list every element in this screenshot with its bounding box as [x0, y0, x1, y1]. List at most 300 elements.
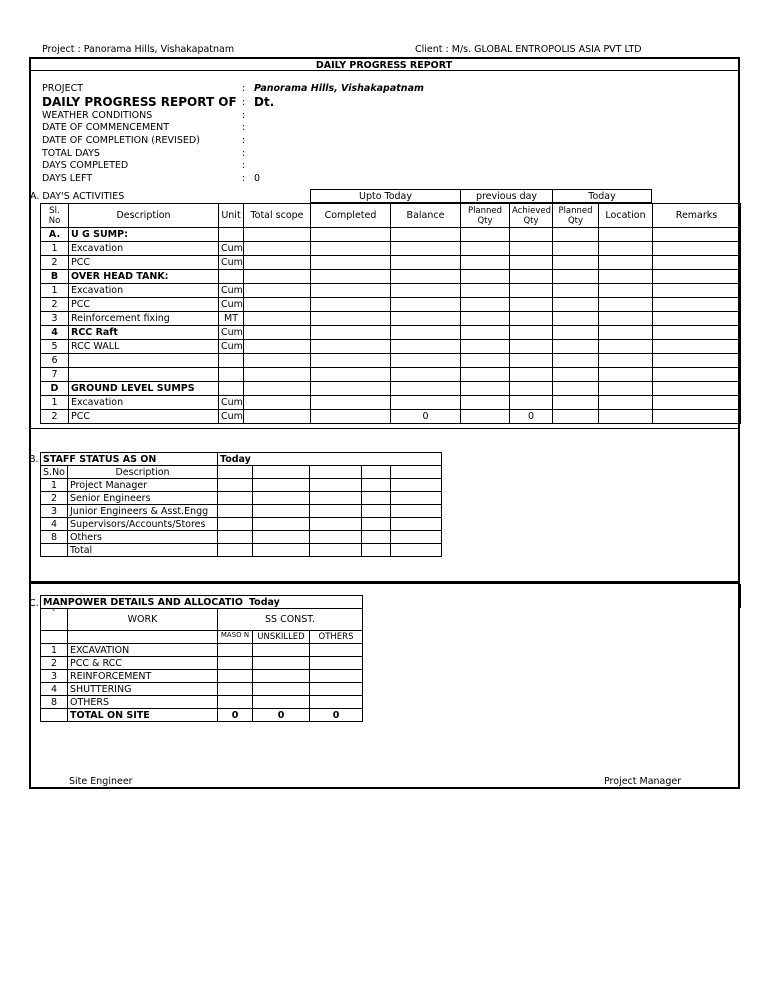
col-unit: Unit [219, 204, 244, 228]
activity-remarks [653, 396, 741, 410]
activity-remarks [653, 382, 741, 396]
activity-row [41, 298, 741, 312]
staff-row [41, 505, 442, 518]
activity-balance [391, 312, 461, 326]
info-sep: : [242, 160, 246, 171]
manpower-work-item: PCC & RCC [68, 657, 218, 670]
activity-remarks [653, 284, 741, 298]
manpower-value [253, 644, 310, 657]
activity-row [41, 270, 741, 284]
activity-remarks [653, 256, 741, 270]
activity-balance [391, 270, 461, 284]
activity-row [41, 228, 741, 242]
activity-planned-prev [461, 382, 510, 396]
activity-remarks [653, 242, 741, 256]
activity-location [599, 242, 653, 256]
activity-balance [391, 242, 461, 256]
info-value-days-left: 0 [254, 173, 261, 184]
info-value-date: Dt. [254, 95, 275, 109]
staff-value [218, 492, 253, 505]
staff-row [41, 492, 442, 505]
section-a-divider [29, 428, 740, 429]
activity-completed [311, 228, 391, 242]
staff-title: STAFF STATUS AS ON [41, 453, 218, 466]
group-today: Today [553, 190, 652, 203]
staff-value [391, 544, 442, 557]
info-label-days-left: DAYS LEFT [42, 173, 93, 184]
activity-achieved [510, 228, 553, 242]
manpower-ss-const: SS CONST. [218, 609, 363, 631]
staff-value [253, 544, 310, 557]
manpower-col-mason: MASO N [218, 631, 253, 644]
activity-planned-prev [461, 354, 510, 368]
col-achieved-qty: Achieved Qty [510, 204, 553, 228]
activity-location [599, 368, 653, 382]
info-label-total-days: TOTAL DAYS [42, 148, 100, 159]
activity-no: 3 [41, 312, 69, 326]
activity-unit: Cum [219, 326, 244, 340]
manpower-title: MANPOWER DETAILS AND ALLOCATIO [43, 596, 243, 608]
activity-desc: Reinforcement fixing [69, 312, 219, 326]
activity-location [599, 270, 653, 284]
activity-desc: RCC Raft [69, 326, 219, 340]
activity-remarks [653, 340, 741, 354]
staff-row [41, 531, 442, 544]
info-sep: : [242, 110, 246, 121]
client-header: Client : M/s. GLOBAL ENTROPOLIS ASIA PVT LTD [415, 44, 642, 55]
activity-desc: Excavation [69, 396, 219, 410]
activity-desc [69, 354, 219, 368]
activity-planned-today [553, 354, 599, 368]
activity-unit: MT [219, 312, 244, 326]
info-label-completion: DATE OF COMPLETION (REVISED) [42, 135, 200, 146]
manpower-total-value: 0 [218, 709, 253, 722]
manpower-row [41, 657, 363, 670]
activity-balance [391, 298, 461, 312]
staff-value [391, 531, 442, 544]
info-sep: : [242, 122, 246, 133]
activity-completed [311, 368, 391, 382]
activity-total-scope [244, 242, 311, 256]
col-total-scope: Total scope [244, 204, 311, 228]
manpower-value [253, 683, 310, 696]
manpower-value [253, 696, 310, 709]
staff-desc: Supervisors/Accounts/Stores [68, 518, 218, 531]
activity-location [599, 256, 653, 270]
manpower-work-item: EXCAVATION [68, 644, 218, 657]
activity-total-scope [244, 326, 311, 340]
activity-unit [219, 228, 244, 242]
staff-row [41, 544, 442, 557]
activity-planned-today [553, 368, 599, 382]
frame-notch [738, 584, 741, 608]
activity-planned-today [553, 410, 599, 424]
project-header: Project : Panorama Hills, Vishakapatnam [42, 44, 235, 55]
manpower-value [310, 696, 363, 709]
staff-value [362, 518, 391, 531]
activity-row [41, 368, 741, 382]
activity-location [599, 326, 653, 340]
manpower-today: Today [248, 596, 280, 608]
activity-remarks [653, 326, 741, 340]
staff-value [362, 531, 391, 544]
activity-no: 7 [41, 368, 69, 382]
manpower-dot: ` [41, 609, 68, 631]
activity-location [599, 382, 653, 396]
activity-total-scope [244, 256, 311, 270]
activity-planned-prev [461, 312, 510, 326]
staff-value [310, 531, 362, 544]
activity-planned-today [553, 396, 599, 410]
manpower-subheader-row [41, 631, 363, 644]
staff-value [362, 544, 391, 557]
activity-total-scope [244, 396, 311, 410]
activity-total-scope [244, 354, 311, 368]
manpower-value [253, 670, 310, 683]
activities-header-row [41, 204, 741, 228]
col-remarks: Remarks [653, 204, 741, 228]
activity-unit [219, 382, 244, 396]
activity-remarks [653, 410, 741, 424]
manpower-no: 1 [41, 644, 68, 657]
staff-value [218, 518, 253, 531]
activity-no: 1 [41, 396, 69, 410]
manpower-value [218, 644, 253, 657]
manpower-title-row [41, 596, 363, 609]
activity-achieved: 0 [510, 410, 553, 424]
activity-achieved [510, 340, 553, 354]
activity-balance [391, 228, 461, 242]
activity-planned-prev [461, 228, 510, 242]
staff-value [218, 505, 253, 518]
staff-prefix: B. [29, 454, 39, 465]
manpower-row [41, 670, 363, 683]
activity-desc: U G SUMP: [69, 228, 219, 242]
activity-total-scope [244, 410, 311, 424]
activity-no: 4 [41, 326, 69, 340]
activity-row [41, 242, 741, 256]
manpower-col-unskilled: UNSKILLED [253, 631, 310, 644]
manpower-no: 4 [41, 683, 68, 696]
col-sl-no: Sl. No [41, 204, 69, 228]
staff-col-desc: Description [68, 466, 218, 479]
manpower-value [253, 657, 310, 670]
activity-planned-today [553, 256, 599, 270]
activity-planned-today [553, 326, 599, 340]
activity-completed [311, 284, 391, 298]
activity-completed [311, 354, 391, 368]
manpower-total-no [41, 709, 68, 722]
manpower-value [310, 683, 363, 696]
activity-no: B [41, 270, 69, 284]
info-label-weather: WEATHER CONDITIONS [42, 110, 153, 121]
activity-planned-prev [461, 242, 510, 256]
activity-planned-prev [461, 368, 510, 382]
info-value-project: Panorama Hills, Vishakapatnam [254, 83, 424, 94]
manpower-no: 8 [41, 696, 68, 709]
activity-row [41, 396, 741, 410]
activity-planned-today [553, 242, 599, 256]
activity-balance [391, 382, 461, 396]
activity-remarks [653, 298, 741, 312]
group-previous-day: previous day [461, 190, 553, 203]
staff-desc: Project Manager [68, 479, 218, 492]
activity-unit: Cum [219, 284, 244, 298]
activity-remarks [653, 354, 741, 368]
section-b-divider [29, 581, 740, 584]
activity-no: 6 [41, 354, 69, 368]
staff-value [391, 479, 442, 492]
activity-balance [391, 256, 461, 270]
manpower-value [218, 683, 253, 696]
manpower-prefix: C. [29, 598, 39, 609]
activity-desc: PCC [69, 410, 219, 424]
staff-row [41, 479, 442, 492]
col-balance: Balance [391, 204, 461, 228]
activity-unit: Cum [219, 298, 244, 312]
manpower-no: 3 [41, 670, 68, 683]
activity-planned-prev [461, 270, 510, 284]
staff-value [362, 479, 391, 492]
activity-location [599, 410, 653, 424]
activity-completed [311, 270, 391, 284]
manpower-value [310, 644, 363, 657]
staff-value [310, 492, 362, 505]
activity-balance [391, 354, 461, 368]
activity-completed [311, 242, 391, 256]
activity-total-scope [244, 284, 311, 298]
activity-achieved [510, 312, 553, 326]
manpower-col-others: OTHERS [310, 631, 363, 644]
col-planned-qty-today: Planned Qty [553, 204, 599, 228]
activity-no: 2 [41, 410, 69, 424]
activity-achieved [510, 242, 553, 256]
site-engineer-signature: Site Engineer [69, 776, 133, 787]
manpower-value [218, 657, 253, 670]
staff-value [218, 544, 253, 557]
activity-no: 1 [41, 284, 69, 298]
activity-planned-prev [461, 256, 510, 270]
activity-location [599, 284, 653, 298]
staff-value [391, 492, 442, 505]
report-title: DAILY PROGRESS REPORT [315, 60, 453, 71]
activity-total-scope [244, 340, 311, 354]
staff-value [253, 518, 310, 531]
activity-unit [219, 270, 244, 284]
staff-value [253, 479, 310, 492]
info-label-project: PROJECT [42, 83, 84, 94]
activity-completed [311, 312, 391, 326]
staff-col-no: S.No [41, 466, 68, 479]
activity-unit [219, 354, 244, 368]
activity-desc: PCC [69, 298, 219, 312]
activity-no: D [41, 382, 69, 396]
manpower-value [310, 670, 363, 683]
info-label-report-of: DAILY PROGRESS REPORT OF [42, 95, 237, 109]
staff-today: Today [218, 453, 442, 466]
frame-gap [741, 607, 745, 723]
info-sep: : [242, 83, 246, 94]
staff-desc: Senior Engineers [68, 492, 218, 505]
activity-balance [391, 368, 461, 382]
activity-planned-prev [461, 396, 510, 410]
activity-remarks [653, 368, 741, 382]
manpower-work: WORK [68, 609, 218, 631]
activity-row [41, 410, 741, 424]
activity-planned-today [553, 228, 599, 242]
activity-total-scope [244, 312, 311, 326]
staff-value [310, 479, 362, 492]
staff-table [40, 452, 442, 557]
manpower-row [41, 644, 363, 657]
activity-unit: Cum [219, 256, 244, 270]
staff-desc: Junior Engineers & Asst.Engg [68, 505, 218, 518]
activity-balance: 0 [391, 410, 461, 424]
activity-remarks [653, 228, 741, 242]
activity-planned-today [553, 270, 599, 284]
activity-achieved [510, 396, 553, 410]
activity-planned-prev [461, 326, 510, 340]
staff-value [310, 518, 362, 531]
manpower-work-item: REINFORCEMENT [68, 670, 218, 683]
manpower-value [310, 657, 363, 670]
col-completed: Completed [311, 204, 391, 228]
activity-balance [391, 284, 461, 298]
activity-unit: Cum [219, 340, 244, 354]
manpower-total-value: 0 [310, 709, 363, 722]
activity-desc: RCC WALL [69, 340, 219, 354]
activity-row [41, 340, 741, 354]
activity-achieved [510, 382, 553, 396]
activity-planned-prev [461, 410, 510, 424]
activity-location [599, 298, 653, 312]
activity-total-scope [244, 382, 311, 396]
manpower-table [40, 595, 363, 722]
activity-desc: Excavation [69, 242, 219, 256]
activity-row [41, 354, 741, 368]
activity-location [599, 396, 653, 410]
activity-planned-today [553, 340, 599, 354]
staff-desc: Total [68, 544, 218, 557]
staff-no: 2 [41, 492, 68, 505]
activity-completed [311, 340, 391, 354]
manpower-total-row [41, 709, 363, 722]
activity-row [41, 326, 741, 340]
manpower-header-row [41, 609, 363, 631]
activity-completed [311, 410, 391, 424]
activity-completed [311, 298, 391, 312]
activity-desc: OVER HEAD TANK: [69, 270, 219, 284]
staff-no [41, 544, 68, 557]
activity-completed [311, 256, 391, 270]
staff-header-row [41, 466, 442, 479]
activity-location [599, 312, 653, 326]
activities-section-title: A. DAY'S ACTIVITIES [30, 191, 125, 202]
manpower-total-value: 0 [253, 709, 310, 722]
activity-planned-today [553, 284, 599, 298]
activity-completed [311, 396, 391, 410]
activity-completed [311, 382, 391, 396]
activity-no: 2 [41, 298, 69, 312]
activity-location [599, 354, 653, 368]
activity-achieved [510, 256, 553, 270]
activity-no: 2 [41, 256, 69, 270]
activity-remarks [653, 270, 741, 284]
activity-achieved [510, 368, 553, 382]
activity-achieved [510, 326, 553, 340]
activities-group-header [310, 189, 652, 203]
activity-desc [69, 368, 219, 382]
activity-planned-today [553, 298, 599, 312]
activity-location [599, 228, 653, 242]
staff-no: 3 [41, 505, 68, 518]
activity-balance [391, 396, 461, 410]
activity-planned-today [553, 312, 599, 326]
staff-value [253, 505, 310, 518]
activity-achieved [510, 284, 553, 298]
activity-balance [391, 326, 461, 340]
manpower-no: 2 [41, 657, 68, 670]
staff-value [253, 531, 310, 544]
staff-value [253, 492, 310, 505]
activity-no: 1 [41, 242, 69, 256]
activity-row [41, 312, 741, 326]
staff-no: 8 [41, 531, 68, 544]
manpower-value [218, 670, 253, 683]
activity-row [41, 382, 741, 396]
activity-unit: Cum [219, 242, 244, 256]
activity-unit [219, 368, 244, 382]
staff-value [391, 505, 442, 518]
staff-value [310, 505, 362, 518]
activity-unit: Cum [219, 410, 244, 424]
info-label-commencement: DATE OF COMMENCEMENT [42, 122, 170, 133]
activity-planned-prev [461, 340, 510, 354]
manpower-total-label: TOTAL ON SITE [68, 709, 218, 722]
activity-desc: PCC [69, 256, 219, 270]
activity-location [599, 340, 653, 354]
activity-no: 5 [41, 340, 69, 354]
manpower-title-cell [41, 596, 310, 609]
staff-row [41, 518, 442, 531]
manpower-value [218, 696, 253, 709]
activity-achieved [510, 354, 553, 368]
staff-value [310, 544, 362, 557]
info-sep: : [242, 97, 246, 108]
activity-balance [391, 340, 461, 354]
activity-planned-today [553, 382, 599, 396]
manpower-work-item: SHUTTERING [68, 683, 218, 696]
activity-row [41, 284, 741, 298]
activity-total-scope [244, 228, 311, 242]
staff-no: 4 [41, 518, 68, 531]
manpower-work-item: OTHERS [68, 696, 218, 709]
col-location: Location [599, 204, 653, 228]
staff-title-row [41, 453, 442, 466]
info-sep: : [242, 173, 246, 184]
staff-no: 1 [41, 479, 68, 492]
info-sep: : [242, 135, 246, 146]
activity-total-scope [244, 270, 311, 284]
col-planned-qty-prev: Planned Qty [461, 204, 510, 228]
manpower-row [41, 696, 363, 709]
staff-value [218, 479, 253, 492]
activity-completed [311, 326, 391, 340]
activity-unit: Cum [219, 396, 244, 410]
activities-table [40, 203, 741, 424]
activity-total-scope [244, 298, 311, 312]
activity-achieved [510, 270, 553, 284]
